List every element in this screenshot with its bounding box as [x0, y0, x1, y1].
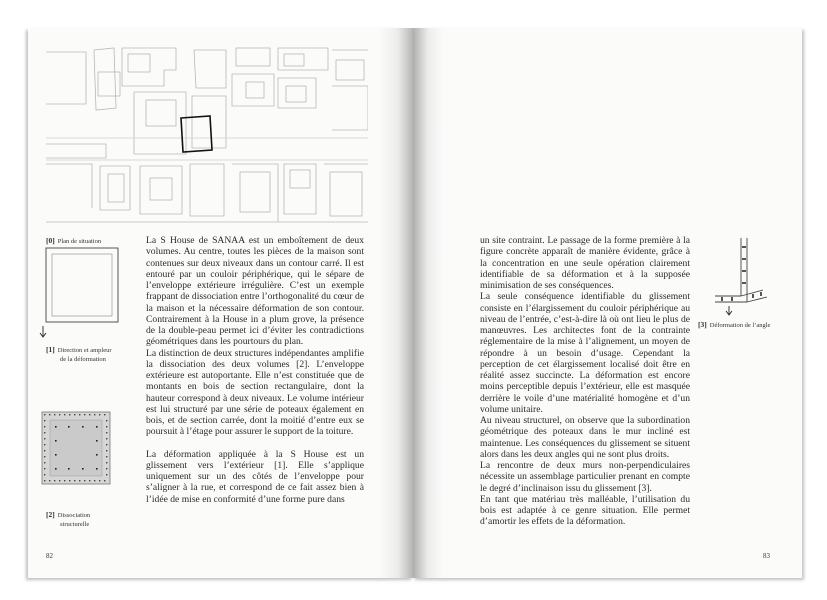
- paragraph: La S House de SANAA est un emboîtement de deux volumes. Au centre, toutes les pièces de la maison sont contenues sur deux niveaux dans un contour carré. Il est entouré par un couloir périphérique, qui le sépare de l’enveloppe extérieure irrégulière. C’est un exemple frappant de dissociation entre l’orthogonalité du cœur de la maison et la nécessaire déformation de son contour. Contrairement à la House in a plum grove, la présence de la double-peau permet ici d’éviter les contradictions géométriques dans les pourtours du plan.: [146, 235, 364, 348]
- figure-number: [1]: [46, 345, 55, 354]
- paragraph: La déformation appliquée à la S House est un glissement vers l’extérieur [1]. Elle s’applique uniquement sur un des côtés de l’enveloppe pour s’aligner à la rue, et correspond de ce fait assez bien à l’idée de mise en conformité d’une forme pure dans: [146, 448, 364, 505]
- caption-text: Plan de situation: [57, 238, 102, 245]
- caption-line: Direction et ampleur: [57, 347, 112, 354]
- caption-line: structurelle: [60, 521, 90, 528]
- right-body-text: [480, 235, 690, 528]
- right-page: [413, 28, 802, 578]
- site-plan-drawing: [46, 46, 368, 224]
- gutter-shadow-left: [379, 28, 413, 578]
- paragraph: Au niveau structurel, on observe que la subordination géométrique des poteaux dans le mur incliné est maintenue. Les conséquences du glissement se situent alors dans les deux angles qui ne sont plus droits.: [480, 415, 690, 460]
- figure-number: [0]: [46, 236, 55, 245]
- paragraph: La rencontre de deux murs non-perpendiculaires nécessite un assemblage particulier prenant en compte le degré d’inclinaison issu du glissement [3].: [480, 460, 690, 494]
- paragraph: En tant que matériau très malléable, l’utilisation du bois est adaptée à ce genre situation. Elle permet d’amortir les effets de la déformation.: [480, 493, 690, 528]
- gutter-shadow-right: [413, 28, 443, 578]
- figure-number: [2]: [46, 510, 55, 519]
- open-book: [28, 28, 802, 578]
- caption-text: Déformation de l’angle: [709, 322, 771, 329]
- paragraph: un site contraint. Le passage de la forme première à la figure concrète apparaît de manière évidente, grâce à la concentration en une seule opération clairement identifiable de sa déformation et à la supposée minimisation de ses conséquences.: [480, 235, 690, 291]
- page-number-right: 83: [763, 552, 770, 560]
- left-body-text: [146, 235, 364, 505]
- caption-line: Dissociation: [57, 512, 91, 519]
- angle-caption: [698, 320, 770, 330]
- left-page: [28, 28, 413, 578]
- structure-diagram: [38, 408, 114, 488]
- caption-line: de la déformation: [60, 356, 106, 363]
- deformation-diagram: [36, 242, 126, 346]
- page-number-left: 82: [46, 552, 53, 560]
- deformation-caption: [46, 345, 112, 364]
- angle-deformation-diagram: [705, 236, 769, 318]
- structure-caption: [46, 510, 90, 529]
- paragraph: La seule conséquence identifiable du glissement consiste en l’élargissement du couloir périphérique au niveau de l’entrée, c’est-à-dire là où ont lieu le plus de manœuvres. Les architectes font de la contrainte réglementaire de la mise à l’alignement, un moyen de répondre à un besoin d’usage. Cependant la perception de cet élargissement localisé doit être en réalité assez succincte. La déformation est encore moins perceptible depuis l’extérieur, elle est masquée derrière le voile d’une matérialité homogène et d’un volume unitaire.: [480, 291, 690, 415]
- figure-number: [3]: [698, 320, 707, 329]
- paragraph: La distinction de deux structures indépendantes amplifie la dissociation des deux volumes [2]. L’enveloppe extérieure est autoportante. Elle n’est constituée que de montants en bois de section rectangulaire, dont la hauteur correspond à deux niveaux. Le volume intérieur est lui structuré par une série de poteaux également en bois, et de section carrée, dont la moitié d’entre eux se poursuit à l’étage pour assurer le support de la toiture.: [146, 347, 364, 438]
